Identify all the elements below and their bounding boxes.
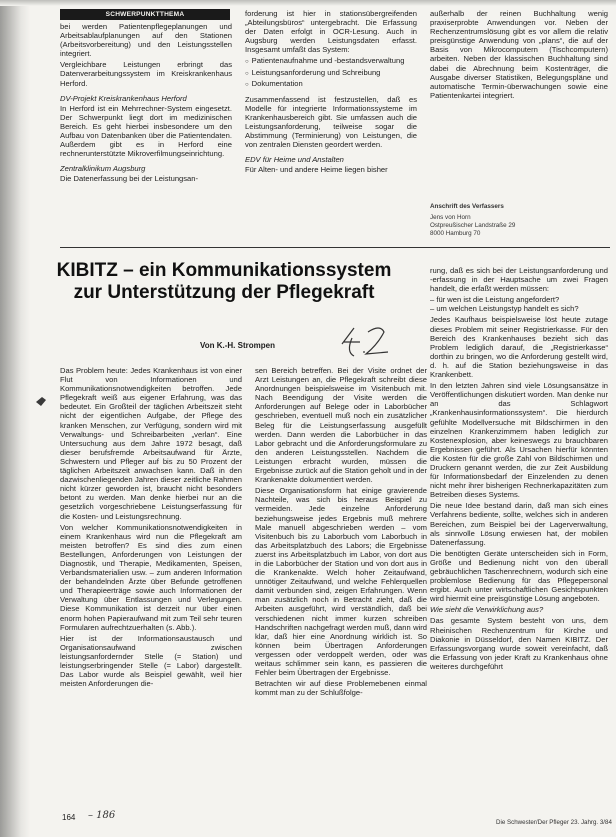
paragraph: Für Alten- und andere Heime liegen bisher bbox=[245, 165, 388, 175]
paragraph: rung, daß es sich bei der Leistungsanforderung und -erfassung in der Hauptsache um zwei Fragen handelt, die erfaßt werden müssen: bbox=[430, 266, 608, 294]
section-divider bbox=[60, 247, 610, 248]
article-title bbox=[40, 260, 408, 304]
handwritten-page-number: – 186 bbox=[88, 810, 116, 821]
author-address bbox=[430, 203, 515, 238]
paragraph: Die neue Idee bestand darin, daß man sich eines Verfahrens bediente, sollte, welches sich in anderen Bereichen, zum Beispiel bei der Lagerverwaltung, als sinnvolle Lösung erwiesen hat, der mobilen Datenerfassung. bbox=[430, 501, 608, 547]
address-line: 8000 Hamburg 70 bbox=[430, 230, 481, 237]
paragraph: Zusammenfassend ist festzustellen, daß es Modelle für integrierte Informationssysteme im Krankenhausbereich gibt. Sie umfassen auch die Leistungsanforderung, teilweise sogar die Abstimmung (Terminierung) von Leistungen, die von zentralen Diensten geordert werden. bbox=[245, 94, 417, 150]
paragraph: Betrachten wir auf diese Problemebenen einmal kommt man zu der Schlußfolge- bbox=[255, 679, 427, 698]
paragraph: Diese Organisationsform hat einige gravierende Nachteile, was sich bis heraus Beispiel zu vermeiden. Jede einzelne Anforderung beziehungsweise jedes Ergebnis muß mehrere Male manuell abgeschrieben werden – vom Visitenbuch bis zu Laborbuch vom Laborbuch in das Arbeitsplatzbuch des Labors; die Ergebnisse zuerst ins Arbeitsplatzbuch im Labor, von dort aus in die Laborbücher der Station und von dort aus in die Krankenakte. Welch hoher Zeitaufwand, unnötiger Zeitaufwand, und welche Fehlerquellen damit verbunden sind, zeigen Erfahrungen. Wenn man zusätzlich noch in Betracht zieht, daß die Arbeiten ausgeführt, wird verständlich, daß bei verschiedenen nicht immer kurzen schreiben Handschriften nachgefragt werden muß, dann wird klar, daß hier eine Anordnung wirklich ist. So können beim Übertragen Anforderungen vergessen oder verdoppelt werden, oder was weitaus schlimmer sein kann, es passieren die Fehler beim Übertragen der Ergebnisse. bbox=[255, 486, 427, 678]
title-line-2: zur Unterstützung der Pflegekraft bbox=[73, 282, 375, 303]
article-author: Von K.-H. Strompen bbox=[200, 341, 275, 350]
list-item: ○ Leistungsanforderung und Schreibung bbox=[253, 68, 417, 79]
address-label: Anschrift des Verfassers bbox=[430, 203, 504, 210]
scan-shadow-top bbox=[0, 0, 616, 6]
list-item: ○ Patientenaufnahme und -bestandsverwaltung bbox=[253, 56, 417, 67]
subheading: EDV für Heime und Anstalten bbox=[245, 155, 344, 165]
address-line: Ostpreußischer Landstraße 29 bbox=[430, 222, 516, 229]
title-line-1: KIBITZ – ein Kommunikationssystem bbox=[56, 260, 392, 281]
paragraph: – für wen ist die Leistung angefordert? bbox=[430, 295, 560, 305]
top-column-left bbox=[60, 22, 232, 244]
top-column-middle bbox=[245, 9, 417, 244]
paragraph: Vergleichbare Leistungen erbringt das Datenverarbeitungssystem im Kreiskrankenhaus Herford. bbox=[60, 60, 232, 88]
paragraph: Das Problem heute: Jedes Krankenhaus ist von einer Flut von Informationen und Kommunikationsnotwendigkeiten betroffen. Jede Pflegekraft weiß aus eigener Erfahrung, was das bedeutet. Ein Großteil der täglichen Arbeitszeit steht nicht der eigentlichen Aufgabe, der Pflege des kranken Menschen, zur Verfügung, sondern wird mit Verwaltungs- und Schreibarbeiten „verlan“. Eine Untersuchung aus dem Jahre 1972 besagt, daß dieser berufsfremde Arbeitsaufwand für Ärzte, Schwestern und Pfleger auf bis zu 50 Prozent der täglichen Arbeitszeit anwachsen kann. Daß in den dazwischenliegenden Jahren dieser zeitliche Rahmen nicht kürzer geworden ist, braucht nicht besonders betont zu werden. Man denke hierbei nur an die gesetzlich vorgeschriebene Leistungserfassung für die Kosten- und Leistungsrechnung. bbox=[60, 366, 242, 521]
address-line: Jens von Horn bbox=[430, 214, 471, 221]
scan-shadow-left bbox=[0, 0, 30, 837]
paragraph: – um welchen Leistungstyp handelt es sich? bbox=[430, 304, 579, 314]
journal-footer: Die Schwester/Der Pfleger 23. Jahrg. 3/84 bbox=[496, 819, 612, 826]
section-rubric: SCHWERPUNKTTHEMA bbox=[60, 9, 230, 20]
system-list bbox=[245, 56, 417, 89]
punch-mark-icon bbox=[34, 394, 48, 408]
paragraph: Die Datenerfassung bei der Leistungsan- bbox=[60, 174, 199, 184]
paragraph: sen Bereich betreffen. Bei der Visite ordnet der Arzt Leistungen an, die Pflegekraft schreibt diese Anordnungen beispielsweise im Visitenbuch mit. Nach Beendigung der Visite werden die Anforderungen auf Belege oder in Laborbücher geschrieben, eventuell muß noch ein zusätzlicher Beleg für die Leistungserfassung ausgefüllt werden. Dann werden die Laborbücher in das Labor gebracht und die Anforderungsformulare zu den anderen Leistungsstellen. Nachdem die Leistungen erbracht wurden, müssen die Ergebnisse zurück auf die Station geholt und in der Krankenakte dokumentiert werden. bbox=[255, 366, 427, 485]
subheading: DV-Projekt Kreiskrankenhaus Herford bbox=[60, 93, 187, 103]
paragraph: außerhalb der reinen Buchhaltung wenig praxiserprobte Anwendungen vor. Neben der Rechenzentrumslösung gibt es vor allem die relativ preisgünstige Anwendung von „plans“, die auf der Basis von Mikrocomputern (Tischcomputern) arbeiten. Neben der klassischen Buchhaltung sind dabei die Abrechnung beim Kostenträger, die Ausgabe diverser Statistiken, Belegungspläne und automatische Termin-überwachungen sowie eine Patientenkartei integriert. bbox=[430, 9, 608, 100]
article-column-3 bbox=[430, 266, 608, 812]
paragraph: Wie sieht die Verwirklichung aus? bbox=[430, 605, 544, 615]
subheading: Zentralklinikum Augsburg bbox=[60, 164, 146, 174]
page-number: 164 bbox=[62, 813, 76, 822]
article-column-1 bbox=[60, 366, 242, 806]
paragraph: In den letzten Jahren sind viele Lösungsansätze in Veröffentlichungen diskutiert worden. Man denke nur an das Schlagwort „Krankenhausinformationssystem“. Die hierdurch gefühlte Modellversuche mit Bildschirmen in den einzelnen Krankenzimmern haben lediglich zur Kostenexplosion, aber keineswegs zu brauchbaren Ergebnissen geführt. Als Ursachen hierfür könnten die Kosten für die große Zahl von Bildschirmen und Druckern genannt werden, die zur Zeit Ausbildung für Informationsbedarf der Einzelenden zu denen nicht mehr ihrer bisherigen Rechnerkapazitäten zum Betreiben dieses Systems. bbox=[430, 381, 608, 500]
paragraph: Das gesamte System besteht von uns, dem Rheinischen Rechenzentrum für Kirche und Diakonie in Düsseldorf, den Namen KIBITZ. Der Erfassungsvorgang wurde soweit vereinfacht, daß die Erfassung von jeder Kraft zu Krankenhaus ohne weiteres durchgeführt bbox=[430, 616, 608, 671]
list-item: ○ Dokumentation bbox=[253, 79, 417, 90]
article-column-2 bbox=[255, 366, 427, 811]
top-column-right bbox=[430, 9, 608, 159]
paragraph: Jedes Kaufhaus beispielsweise löst heute zutage dieses Problem mit seiner Registrierkasse. Für den Bereich des Krankenhauses bezieht sich das Problem lediglich darauf, die „Registrierkasse“ dorthin zu bringen, wo die Anforderung gestellt wird, d. h. auf die Station beziehungsweise in das Krankenbett. bbox=[430, 315, 608, 380]
paragraph: forderung ist hier in stationsübergreifenden „Abteilungsbüros“ untergebracht. Die Erfassung der Daten erfolgt in OCR-Lesung. Auch in Augsburg werden Leistungsdaten erfasst. Insgesamt umfaßt das System: bbox=[245, 9, 417, 55]
handwritten-note bbox=[340, 322, 392, 360]
paragraph: In Herford ist ein Mehrrechner-System eingesetzt. Der Schwerpunkt liegt dort im medizinischen Bereich. Es geht hierbei insbesondere um den Aufbau von Datenbanken über die Patientendaten. Außerdem gibt es in Herford eine rechnerunterstützte Mikroverfilmungseinrichtung. bbox=[60, 103, 232, 159]
paragraph: Hier ist der Informationsaustausch und Organisationsaufwand zwischen leistungsanfordernder Stelle (= Station) und leistungserbringender Stelle (= Labor) dargestellt. Das Labor wurde als Beispiel gewählt, weil hier meisten Anforderungen die- bbox=[60, 633, 242, 689]
paragraph: Die benötigten Geräte unterscheiden sich in Form, Größe und Bedienung nicht von den überall gebräuchlichen Taschenrechnern, wodurch sich eine problemlose Bedienung für das Pflegepersonal ergibt. Auch unter wirtschaftlichen Gesichtspunkten wird hiermit eine preisgünstige Lösung angeboten. bbox=[430, 548, 608, 604]
paragraph: Von welcher Kommunikationsnotwendigkeiten in einem Krankenhaus wird nun die Pflegekraft am meisten betroffen? Es sind dies zum einen Bestellungen, Anforderungen von Leistungen der Diagnostik, und Therapie, Medikamenten, Speisen, Verbandsmaterialien usw. – zum anderen Information der behandelnden Ärzte über Befunde getroffenen und Therapieerträge sowie auch Informationen der Verwaltung über Entlassungen und Verlegungen. Diese Kommunikation ist derzeit nur über einen enorm hohen Papieraufwand mit zum Teil sehr teuren Formularen aufrechtzuerhalten (s. Abb.). bbox=[60, 522, 242, 632]
paragraph: bei werden Patientenpflegeplanungen und Arbeitsablaufplanungen auf den Stationen (Arbeitsvorbereitung) und den Leistungsstellen integriert. bbox=[60, 22, 232, 59]
